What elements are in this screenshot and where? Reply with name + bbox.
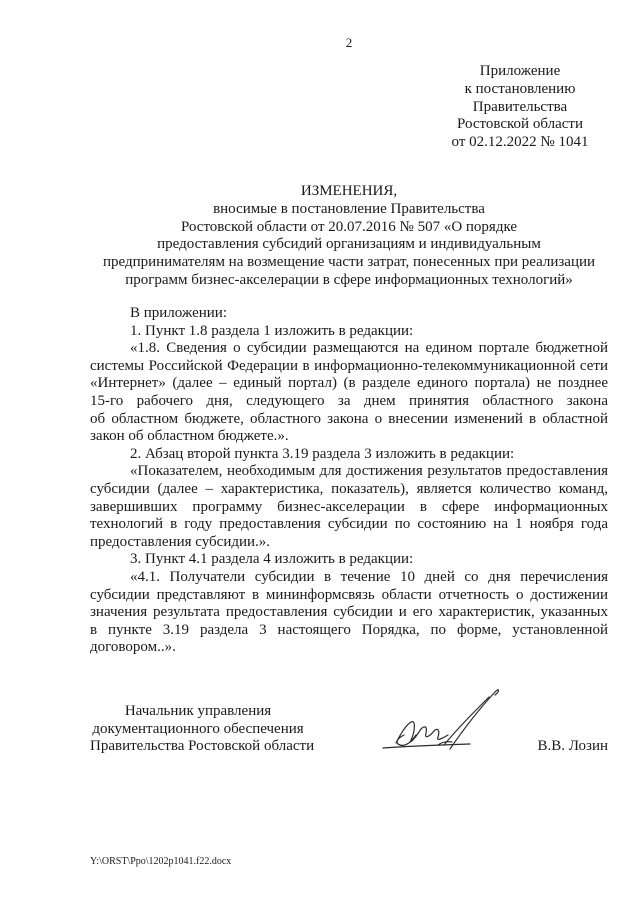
amendment-text-line: «Показателем, необходимым для достижения результатов предоставления xyxy=(130,463,608,480)
title-line: Ростовской области от 20.07.2016 № 507 «О порядке xyxy=(180,218,518,235)
appendix-date-number: от 02.12.2022 № 1041 xyxy=(451,134,589,151)
appendix-line: Приложение xyxy=(479,63,561,79)
title-line: предпринимателям на возмещение части затрат, понесенных при реализации xyxy=(102,254,596,271)
amendment-text-line: субсидии представляют в мининформсвязь области отчетность о достижении xyxy=(90,586,608,603)
amendment-text-line: субсидии (далее – характеристика, показатель), является количество команд, xyxy=(90,480,608,497)
amendment-text-line: 15-го рабочего дня, следующего за днем принятия областного закона xyxy=(90,392,608,409)
appendix-line: Ростовской области xyxy=(457,116,583,133)
signatory-position-line: Начальник управления xyxy=(124,703,272,719)
document-title xyxy=(90,183,608,290)
title-line: предоставления субсидий организациям и индивидуальным xyxy=(157,236,541,253)
amendment-text-line: системы Российской Федерации в информационно-телекоммуникационной сети xyxy=(90,357,608,374)
signatory-name: В.В. Лозин xyxy=(537,738,608,755)
amendment-text-line: завершивших программу бизнес-акселерации в сфере информационных xyxy=(90,498,608,515)
amendment-heading-2: 2. Абзац второй пункта 3.19 раздела 3 изложить в редакции: xyxy=(130,445,515,462)
page-number: 2 xyxy=(345,35,353,50)
amendment-text-line: «Интернет» (далее – единый портал) (в разделе единого портала) не позднее xyxy=(90,375,608,392)
amendment-text-line: об областном бюджете, областного закона о внесении изменений в областной xyxy=(90,410,608,427)
amendment-text-line: технологий в году предоставления субсидии по состоянию на 1 ноября года xyxy=(90,516,608,533)
signatory-position xyxy=(90,703,315,756)
amendment-text-line: договором..». xyxy=(90,639,176,656)
title-line: вносимые в постановление Правительства xyxy=(213,200,485,217)
signatory-position-line: Правительства Ростовской области xyxy=(90,738,315,755)
appendix-line: к постановлению xyxy=(464,80,576,97)
signatory-position-line: документационного обеспечения xyxy=(92,720,304,737)
amendment-text-line: предоставления субсидии.». xyxy=(90,533,271,550)
title-heading: ИЗМЕНЕНИЯ, xyxy=(300,183,398,199)
appendix-header xyxy=(430,63,610,152)
amendment-text-line: в пункте 3.19 раздела 3 настоящего Порядка, по форме, установленной xyxy=(90,621,608,638)
document-body xyxy=(90,305,608,657)
title-line: программ бизнес-акселерации в сфере информационных технологий» xyxy=(125,271,573,288)
amendment-heading-1: 1. Пункт 1.8 раздела 1 изложить в редакции: xyxy=(130,322,414,339)
amendment-text-line: закон об областном бюджете.». xyxy=(90,428,289,445)
amendment-text-line: значения результата предоставления субсидии и его характеристик, указанных xyxy=(90,604,608,621)
amendment-heading-3: 3. Пункт 4.1 раздела 4 изложить в редакции: xyxy=(130,551,414,568)
body-intro: В приложении: xyxy=(130,305,227,321)
amendment-text-line: «4.1. Получатели субсидии в течение 10 дней со дня перечисления xyxy=(130,568,608,585)
footer-file-path: Y:\ORST\Ppo\1202p1041.f22.docx xyxy=(90,856,232,867)
amendment-text-line: «1.8. Сведения о субсидии размещаются на едином портале бюджетной xyxy=(130,340,608,357)
appendix-line: Правительства xyxy=(472,98,568,115)
